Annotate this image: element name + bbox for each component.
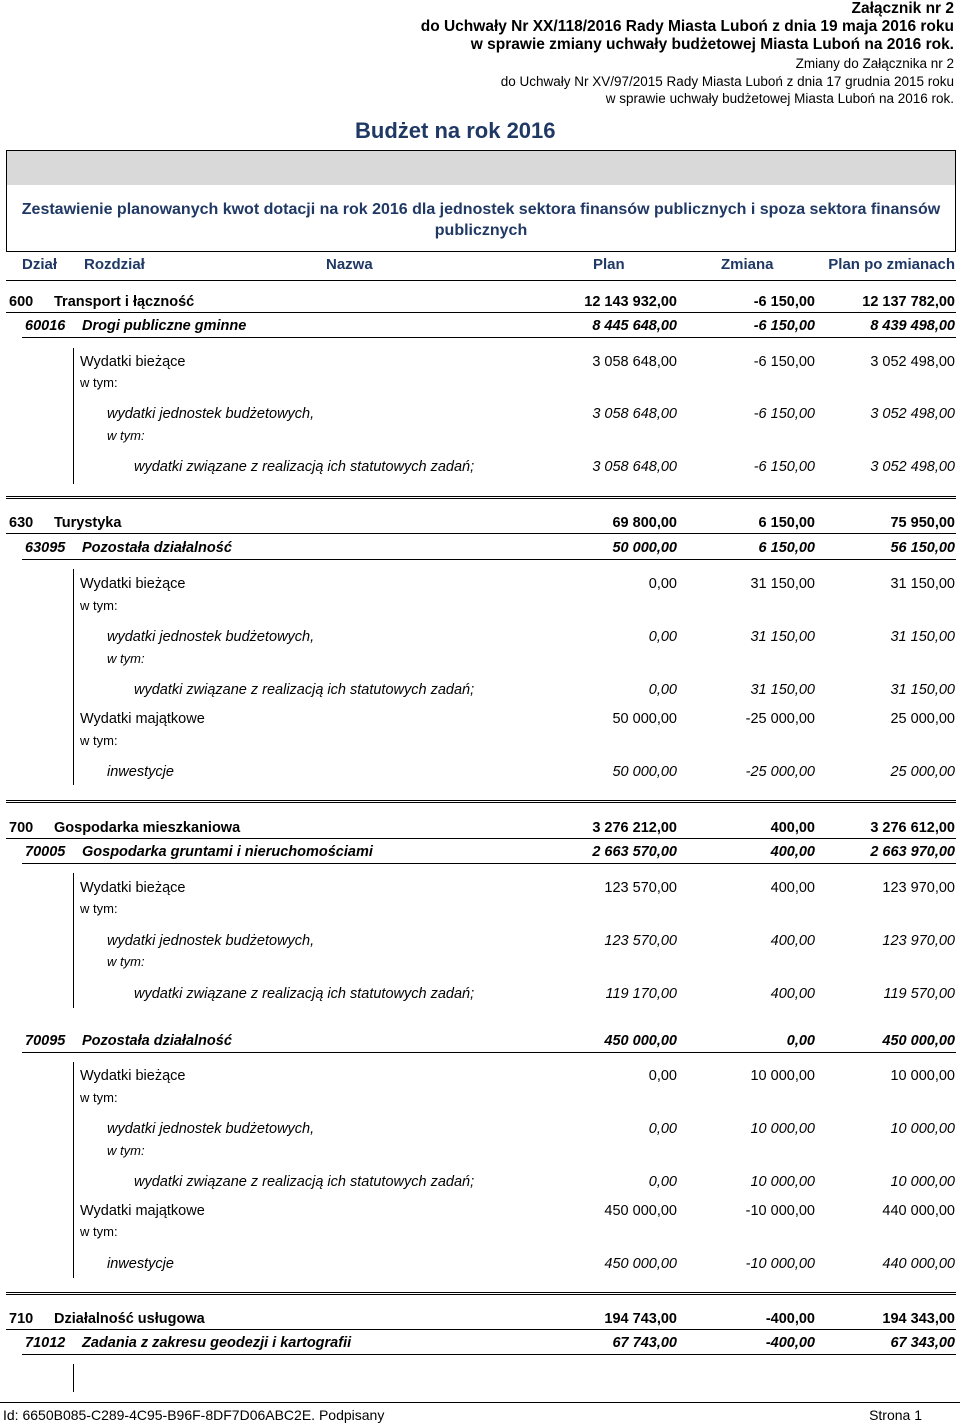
- w-tym-label: w tym:: [80, 901, 118, 916]
- dzial-name: Transport i łączność: [54, 294, 195, 310]
- majatkowe-zmiana: -10 000,00: [745, 1203, 815, 1219]
- dzial-underline: [6, 312, 956, 313]
- majatkowe-plan-po: 25 000,00: [890, 711, 955, 727]
- dzial-code: 700: [9, 820, 34, 836]
- majatkowe-zmiana: -25 000,00: [745, 711, 815, 727]
- detail-vertical-rule: [73, 873, 74, 1008]
- jednostek-plan-po: 10 000,00: [890, 1121, 955, 1137]
- inwestycje-zmiana: -10 000,00: [745, 1256, 815, 1272]
- wydatki-jednostek-label: wydatki jednostek budżetowych,: [107, 629, 315, 645]
- rozdzial-code: 63095: [25, 540, 66, 556]
- jednostek-zmiana: -6 150,00: [753, 406, 815, 422]
- wydatki-biezace-label: Wydatki bieżące: [80, 1068, 186, 1084]
- biezace-plan: 123 570,00: [604, 880, 677, 896]
- dzial-name: Działalność usługowa: [54, 1311, 205, 1327]
- statutowe-plan: 119 170,00: [605, 986, 677, 1002]
- resolution-subject: w sprawie zmiany uchwały budżetowej Miasta Luboń na 2016 rok.: [470, 36, 954, 53]
- rozdzial-underline: [22, 1052, 956, 1053]
- footer-divider: [0, 1402, 960, 1403]
- changes-reference: Zmiany do Załącznika nr 2: [795, 56, 954, 71]
- w-tym-label: w tym:: [80, 1090, 118, 1105]
- rozdzial-underline: [22, 559, 956, 560]
- statutowe-zmiana: 400,00: [770, 986, 815, 1002]
- wydatki-biezace-label: Wydatki bieżące: [80, 576, 186, 592]
- inwestycje-plan-po: 440 000,00: [882, 1256, 955, 1272]
- rozdzial-plan-po: 56 150,00: [890, 540, 955, 556]
- inwestycje-plan-po: 25 000,00: [890, 764, 955, 780]
- biezace-plan-po: 123 970,00: [882, 880, 955, 896]
- jednostek-plan: 0,00: [648, 1121, 677, 1137]
- attachment-number: Załącznik nr 2: [851, 0, 954, 17]
- section-separator: [6, 800, 956, 803]
- biezace-plan: 0,00: [648, 1068, 677, 1084]
- dzial-zmiana: -400,00: [765, 1311, 815, 1327]
- dzial-plan: 12 143 932,00: [584, 294, 677, 310]
- rozdzial-zmiana: -6 150,00: [753, 318, 815, 334]
- inwestycje-label: inwestycje: [107, 1256, 174, 1272]
- rozdzial-name: Zadania z zakresu geodezji i kartografii: [82, 1335, 352, 1351]
- statutowe-zmiana: -6 150,00: [753, 459, 815, 475]
- dzial-name: Turystyka: [54, 515, 122, 531]
- dzial-underline: [6, 1329, 956, 1330]
- wydatki-majatkowe-label: Wydatki majątkowe: [80, 1203, 205, 1219]
- rozdzial-underline: [22, 863, 956, 864]
- dzial-zmiana: -6 150,00: [753, 294, 815, 310]
- section-separator: [6, 1292, 956, 1295]
- rozdzial-name: Pozostała działalność: [82, 1033, 232, 1049]
- detail-vertical-rule: [73, 1364, 74, 1392]
- section-title: Zestawienie planowanych kwot dotacji na rok 2016 dla jednostek sektora finansów publicznych i spoza sektora finansów publicznych: [21, 201, 941, 239]
- rozdzial-plan: 2 663 570,00: [592, 844, 677, 860]
- rozdzial-plan-po: 8 439 498,00: [870, 318, 955, 334]
- column-header-rozdzial: Rozdział: [84, 256, 145, 273]
- wydatki-biezace-label: Wydatki bieżące: [80, 880, 186, 896]
- w-tym-label: w tym:: [80, 375, 118, 390]
- biezace-plan-po: 10 000,00: [890, 1068, 955, 1084]
- wydatki-jednostek-label: wydatki jednostek budżetowych,: [107, 406, 315, 422]
- rozdzial-zmiana: 400,00: [770, 844, 815, 860]
- rozdzial-zmiana: -400,00: [765, 1335, 815, 1351]
- column-header-plan: Plan: [593, 256, 625, 273]
- rozdzial-code: 70005: [25, 844, 66, 860]
- w-tym-label: w tym:: [80, 733, 118, 748]
- rozdzial-plan: 8 445 648,00: [592, 318, 677, 334]
- dzial-zmiana: 6 150,00: [758, 515, 815, 531]
- inwestycje-plan: 50 000,00: [612, 764, 677, 780]
- majatkowe-plan: 50 000,00: [612, 711, 677, 727]
- statutowe-plan: 0,00: [648, 682, 677, 698]
- column-header-divider: [6, 280, 956, 281]
- detail-vertical-rule: [73, 1062, 74, 1278]
- jednostek-plan: 123 570,00: [604, 933, 677, 949]
- rozdzial-plan: 450 000,00: [604, 1033, 677, 1049]
- w-tym-label: w tym:: [80, 1224, 118, 1239]
- jednostek-plan-po: 123 970,00: [882, 933, 955, 949]
- inwestycje-zmiana: -25 000,00: [745, 764, 815, 780]
- statutowe-plan-po: 3 052 498,00: [870, 459, 955, 475]
- w-tym-label: w tym:: [107, 651, 145, 666]
- dzial-code: 710: [9, 1311, 34, 1327]
- rozdzial-zmiana: 6 150,00: [758, 540, 815, 556]
- column-header-dzial: Dział: [22, 256, 58, 273]
- rozdzial-plan: 67 743,00: [612, 1335, 677, 1351]
- dzial-plan: 194 743,00: [604, 1311, 677, 1327]
- statutowe-zmiana: 10 000,00: [750, 1174, 815, 1190]
- inwestycje-label: inwestycje: [107, 764, 174, 780]
- rozdzial-plan-po: 2 663 970,00: [870, 844, 955, 860]
- biezace-zmiana: 10 000,00: [750, 1068, 815, 1084]
- budget-title: Budżet na rok 2016: [355, 118, 556, 143]
- statutowe-plan: 0,00: [648, 1174, 677, 1190]
- section-header-band: [7, 151, 955, 185]
- wydatki-majatkowe-label: Wydatki majątkowe: [80, 711, 205, 727]
- rozdzial-name: Pozostała działalność: [82, 540, 232, 556]
- dzial-plan-po: 12 137 782,00: [862, 294, 955, 310]
- inwestycje-plan: 450 000,00: [604, 1256, 677, 1272]
- jednostek-plan-po: 31 150,00: [890, 629, 955, 645]
- jednostek-plan: 0,00: [648, 629, 677, 645]
- wydatki-statutowe-label: wydatki związane z realizacją ich statutowych zadań;: [134, 459, 475, 475]
- dzial-name: Gospodarka mieszkaniowa: [54, 820, 241, 836]
- original-resolution-subject: w sprawie uchwały budżetowej Miasta Luboń na 2016 rok.: [605, 91, 954, 106]
- section-header-box: [6, 150, 956, 252]
- dzial-plan: 69 800,00: [612, 515, 677, 531]
- dzial-underline: [6, 838, 956, 839]
- rozdzial-plan: 50 000,00: [612, 540, 677, 556]
- statutowe-zmiana: 31 150,00: [750, 682, 815, 698]
- jednostek-plan: 3 058 648,00: [592, 406, 677, 422]
- statutowe-plan-po: 119 570,00: [883, 986, 955, 1002]
- dzial-plan: 3 276 212,00: [592, 820, 677, 836]
- jednostek-zmiana: 10 000,00: [750, 1121, 815, 1137]
- biezace-zmiana: 31 150,00: [750, 576, 815, 592]
- column-header-plan-po-zmianach: Plan po zmianach: [828, 256, 955, 273]
- dzial-plan-po: 194 343,00: [882, 1311, 955, 1327]
- dzial-plan-po: 75 950,00: [890, 515, 955, 531]
- statutowe-plan-po: 10 000,00: [890, 1174, 955, 1190]
- statutowe-plan-po: 31 150,00: [890, 682, 955, 698]
- detail-vertical-rule: [73, 569, 74, 785]
- wydatki-statutowe-label: wydatki związane z realizacją ich statutowych zadań;: [134, 1174, 475, 1190]
- dzial-plan-po: 3 276 612,00: [870, 820, 955, 836]
- wydatki-jednostek-label: wydatki jednostek budżetowych,: [107, 1121, 315, 1137]
- dzial-code: 600: [9, 294, 34, 310]
- jednostek-zmiana: 400,00: [770, 933, 815, 949]
- rozdzial-underline: [22, 1354, 956, 1355]
- rozdzial-code: 70095: [25, 1033, 66, 1049]
- wydatki-biezace-label: Wydatki bieżące: [80, 354, 186, 370]
- section-separator: [6, 496, 956, 499]
- rozdzial-plan-po: 450 000,00: [882, 1033, 955, 1049]
- dzial-underline: [6, 533, 956, 534]
- rozdzial-plan-po: 67 343,00: [890, 1335, 955, 1351]
- biezace-plan-po: 31 150,00: [890, 576, 955, 592]
- jednostek-zmiana: 31 150,00: [750, 629, 815, 645]
- dzial-code: 630: [9, 515, 34, 531]
- column-header-nazwa: Nazwa: [326, 256, 373, 273]
- detail-vertical-rule: [73, 348, 74, 484]
- biezace-plan: 3 058 648,00: [592, 354, 677, 370]
- biezace-plan-po: 3 052 498,00: [870, 354, 955, 370]
- rozdzial-code: 71012: [25, 1335, 66, 1351]
- majatkowe-plan-po: 440 000,00: [882, 1203, 955, 1219]
- column-header-zmiana: Zmiana: [721, 256, 774, 273]
- wydatki-statutowe-label: wydatki związane z realizacją ich statutowych zadań;: [134, 986, 475, 1002]
- original-resolution-reference: do Uchwały Nr XV/97/2015 Rady Miasta Luboń z dnia 17 grudnia 2015 roku: [500, 74, 954, 89]
- wydatki-jednostek-label: wydatki jednostek budżetowych,: [107, 933, 315, 949]
- w-tym-label: w tym:: [107, 954, 145, 969]
- rozdzial-code: 60016: [25, 318, 66, 334]
- document-id: Id: 6650B085-C289-4C95-B96F-8DF7D06ABC2E. Podpisany: [3, 1407, 385, 1423]
- statutowe-plan: 3 058 648,00: [592, 459, 677, 475]
- dzial-zmiana: 400,00: [770, 820, 815, 836]
- rozdzial-underline: [22, 337, 956, 338]
- jednostek-plan-po: 3 052 498,00: [870, 406, 955, 422]
- w-tym-label: w tym:: [107, 428, 145, 443]
- resolution-reference: do Uchwały Nr XX/118/2016 Rady Miasta Luboń z dnia 19 maja 2016 roku: [420, 18, 954, 35]
- rozdzial-name: Gospodarka gruntami i nieruchomościami: [82, 844, 373, 860]
- majatkowe-plan: 450 000,00: [604, 1203, 677, 1219]
- page-number: Strona 1: [869, 1407, 922, 1423]
- wydatki-statutowe-label: wydatki związane z realizacją ich statutowych zadań;: [134, 682, 475, 698]
- biezace-zmiana: -6 150,00: [753, 354, 815, 370]
- w-tym-label: w tym:: [107, 1143, 145, 1158]
- rozdzial-zmiana: 0,00: [786, 1033, 815, 1049]
- rozdzial-name: Drogi publiczne gminne: [82, 318, 247, 334]
- biezace-plan: 0,00: [648, 576, 677, 592]
- w-tym-label: w tym:: [80, 598, 118, 613]
- biezace-zmiana: 400,00: [770, 880, 815, 896]
